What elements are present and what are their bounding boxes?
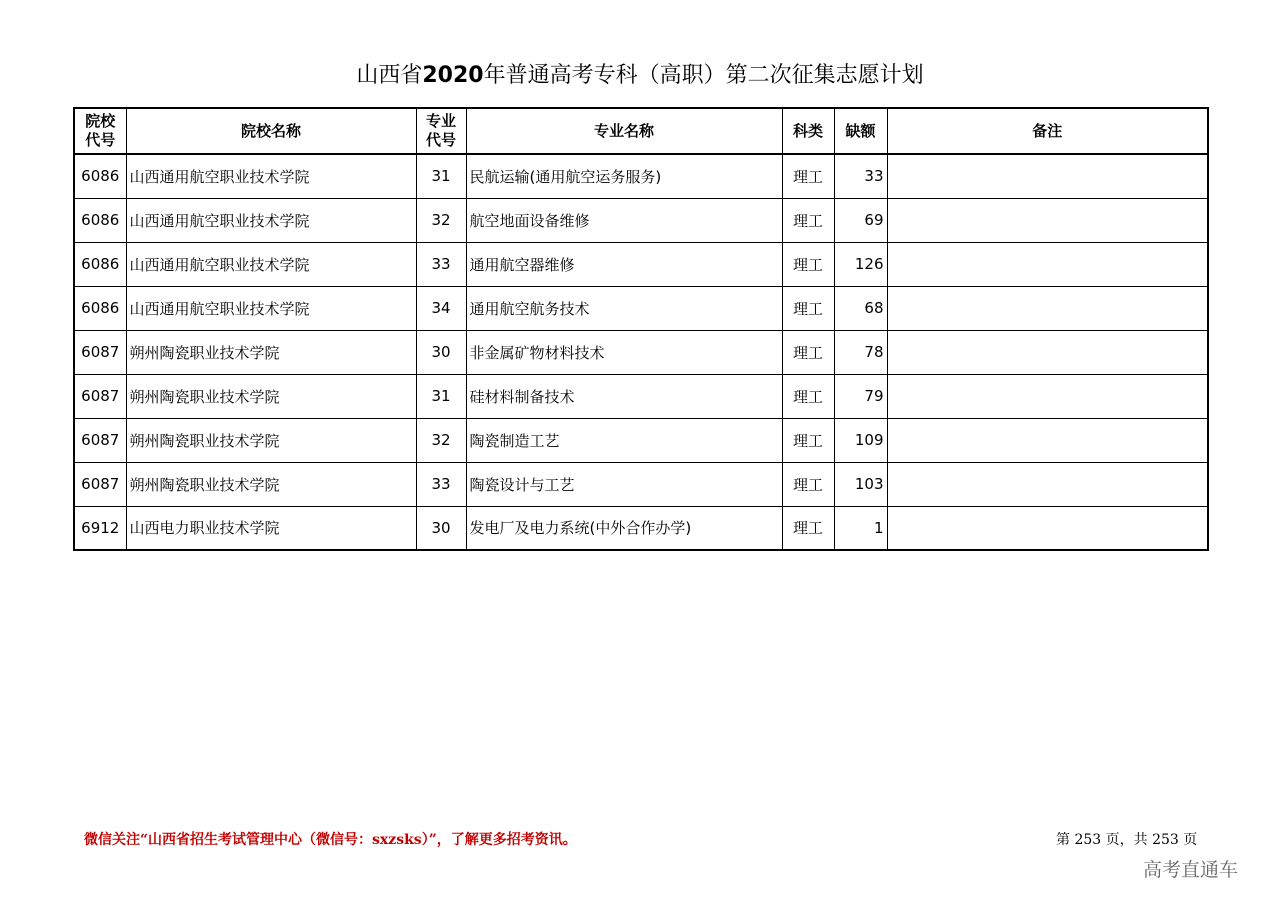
- cell-major-name: 陶瓷设计与工艺: [466, 462, 782, 506]
- cell-school-code: 6086: [74, 154, 126, 198]
- table-row: [74, 506, 1208, 550]
- table-row: [74, 198, 1208, 242]
- cell-school-name: 山西通用航空职业技术学院: [126, 242, 416, 286]
- cell-quota: 103: [834, 462, 887, 506]
- cell-school-code: 6086: [74, 198, 126, 242]
- page-title: [0, 58, 1280, 89]
- cell-major-code: 32: [416, 198, 466, 242]
- cell-school-name: 朔州陶瓷职业技术学院: [126, 330, 416, 374]
- watermark-text: 高考直通车: [1143, 859, 1239, 881]
- cell-remarks: [887, 418, 1208, 462]
- table-row: [74, 286, 1208, 330]
- header-major-name: 专业名称: [466, 108, 782, 154]
- cell-major-code: 30: [416, 330, 466, 374]
- cell-quota: 79: [834, 374, 887, 418]
- cell-major-code: 31: [416, 374, 466, 418]
- cell-major-code: 34: [416, 286, 466, 330]
- header-remarks: 备注: [887, 108, 1208, 154]
- cell-quota: 109: [834, 418, 887, 462]
- cell-category: 理工: [782, 286, 834, 330]
- table-row: [74, 154, 1208, 198]
- cell-category: 理工: [782, 462, 834, 506]
- cell-remarks: [887, 462, 1208, 506]
- cell-major-code: 32: [416, 418, 466, 462]
- title-suffix: 年普通高考专科（高职）第二次征集志愿计划: [483, 63, 924, 88]
- header-major-code: 专业 代号: [416, 108, 466, 154]
- cell-school-name: 山西电力职业技术学院: [126, 506, 416, 550]
- cell-school-name: 朔州陶瓷职业技术学院: [126, 418, 416, 462]
- cell-category: 理工: [782, 374, 834, 418]
- table-row: [74, 418, 1208, 462]
- cell-major-code: 30: [416, 506, 466, 550]
- table-header-row: [74, 108, 1208, 154]
- cell-quota: 1: [834, 506, 887, 550]
- cell-major-name: 通用航空器维修: [466, 242, 782, 286]
- cell-school-code: 6912: [74, 506, 126, 550]
- cell-quota: 69: [834, 198, 887, 242]
- cell-school-code: 6087: [74, 330, 126, 374]
- cell-major-name: 非金属矿物材料技术: [466, 330, 782, 374]
- cell-major-name: 发电厂及电力系统(中外合作办学): [466, 506, 782, 550]
- cell-category: 理工: [782, 198, 834, 242]
- cell-category: 理工: [782, 418, 834, 462]
- cell-major-code: 31: [416, 154, 466, 198]
- cell-quota: 78: [834, 330, 887, 374]
- cell-remarks: [887, 330, 1208, 374]
- title-year: 2020: [422, 63, 484, 88]
- cell-school-name: 山西通用航空职业技术学院: [126, 286, 416, 330]
- wechat-follow-note: 微信关注“山西省招生考试管理中心（微信号：sxzsks）”，了解更多招考资讯。: [84, 832, 577, 848]
- cell-quota: 126: [834, 242, 887, 286]
- cell-major-name: 陶瓷制造工艺: [466, 418, 782, 462]
- table-row: [74, 330, 1208, 374]
- cell-remarks: [887, 242, 1208, 286]
- cell-major-name: 民航运输(通用航空运务服务): [466, 154, 782, 198]
- cell-school-code: 6086: [74, 242, 126, 286]
- cell-school-name: 山西通用航空职业技术学院: [126, 198, 416, 242]
- header-school-code: 院校 代号: [74, 108, 126, 154]
- cell-major-name: 通用航空航务技术: [466, 286, 782, 330]
- cell-remarks: [887, 154, 1208, 198]
- cell-remarks: [887, 374, 1208, 418]
- cell-quota: 33: [834, 154, 887, 198]
- cell-category: 理工: [782, 506, 834, 550]
- cell-school-code: 6086: [74, 286, 126, 330]
- cell-school-code: 6087: [74, 462, 126, 506]
- cell-major-code: 33: [416, 242, 466, 286]
- cell-major-code: 33: [416, 462, 466, 506]
- title-prefix: 山西省: [356, 63, 423, 88]
- cell-remarks: [887, 286, 1208, 330]
- cell-school-code: 6087: [74, 418, 126, 462]
- cell-major-name: 航空地面设备维修: [466, 198, 782, 242]
- table-row: [74, 462, 1208, 506]
- cell-school-name: 朔州陶瓷职业技术学院: [126, 462, 416, 506]
- table-row: [74, 242, 1208, 286]
- cell-category: 理工: [782, 242, 834, 286]
- cell-category: 理工: [782, 330, 834, 374]
- header-school-name: 院校名称: [126, 108, 416, 154]
- cell-school-name: 朔州陶瓷职业技术学院: [126, 374, 416, 418]
- plan-table: [73, 107, 1209, 551]
- cell-quota: 68: [834, 286, 887, 330]
- cell-remarks: [887, 506, 1208, 550]
- cell-major-name: 硅材料制备技术: [466, 374, 782, 418]
- page-number: 第 253 页，共 253 页: [1056, 832, 1198, 848]
- cell-remarks: [887, 198, 1208, 242]
- table-row: [74, 374, 1208, 418]
- cell-category: 理工: [782, 154, 834, 198]
- cell-school-code: 6087: [74, 374, 126, 418]
- header-category: 科类: [782, 108, 834, 154]
- header-quota: 缺额: [834, 108, 887, 154]
- cell-school-name: 山西通用航空职业技术学院: [126, 154, 416, 198]
